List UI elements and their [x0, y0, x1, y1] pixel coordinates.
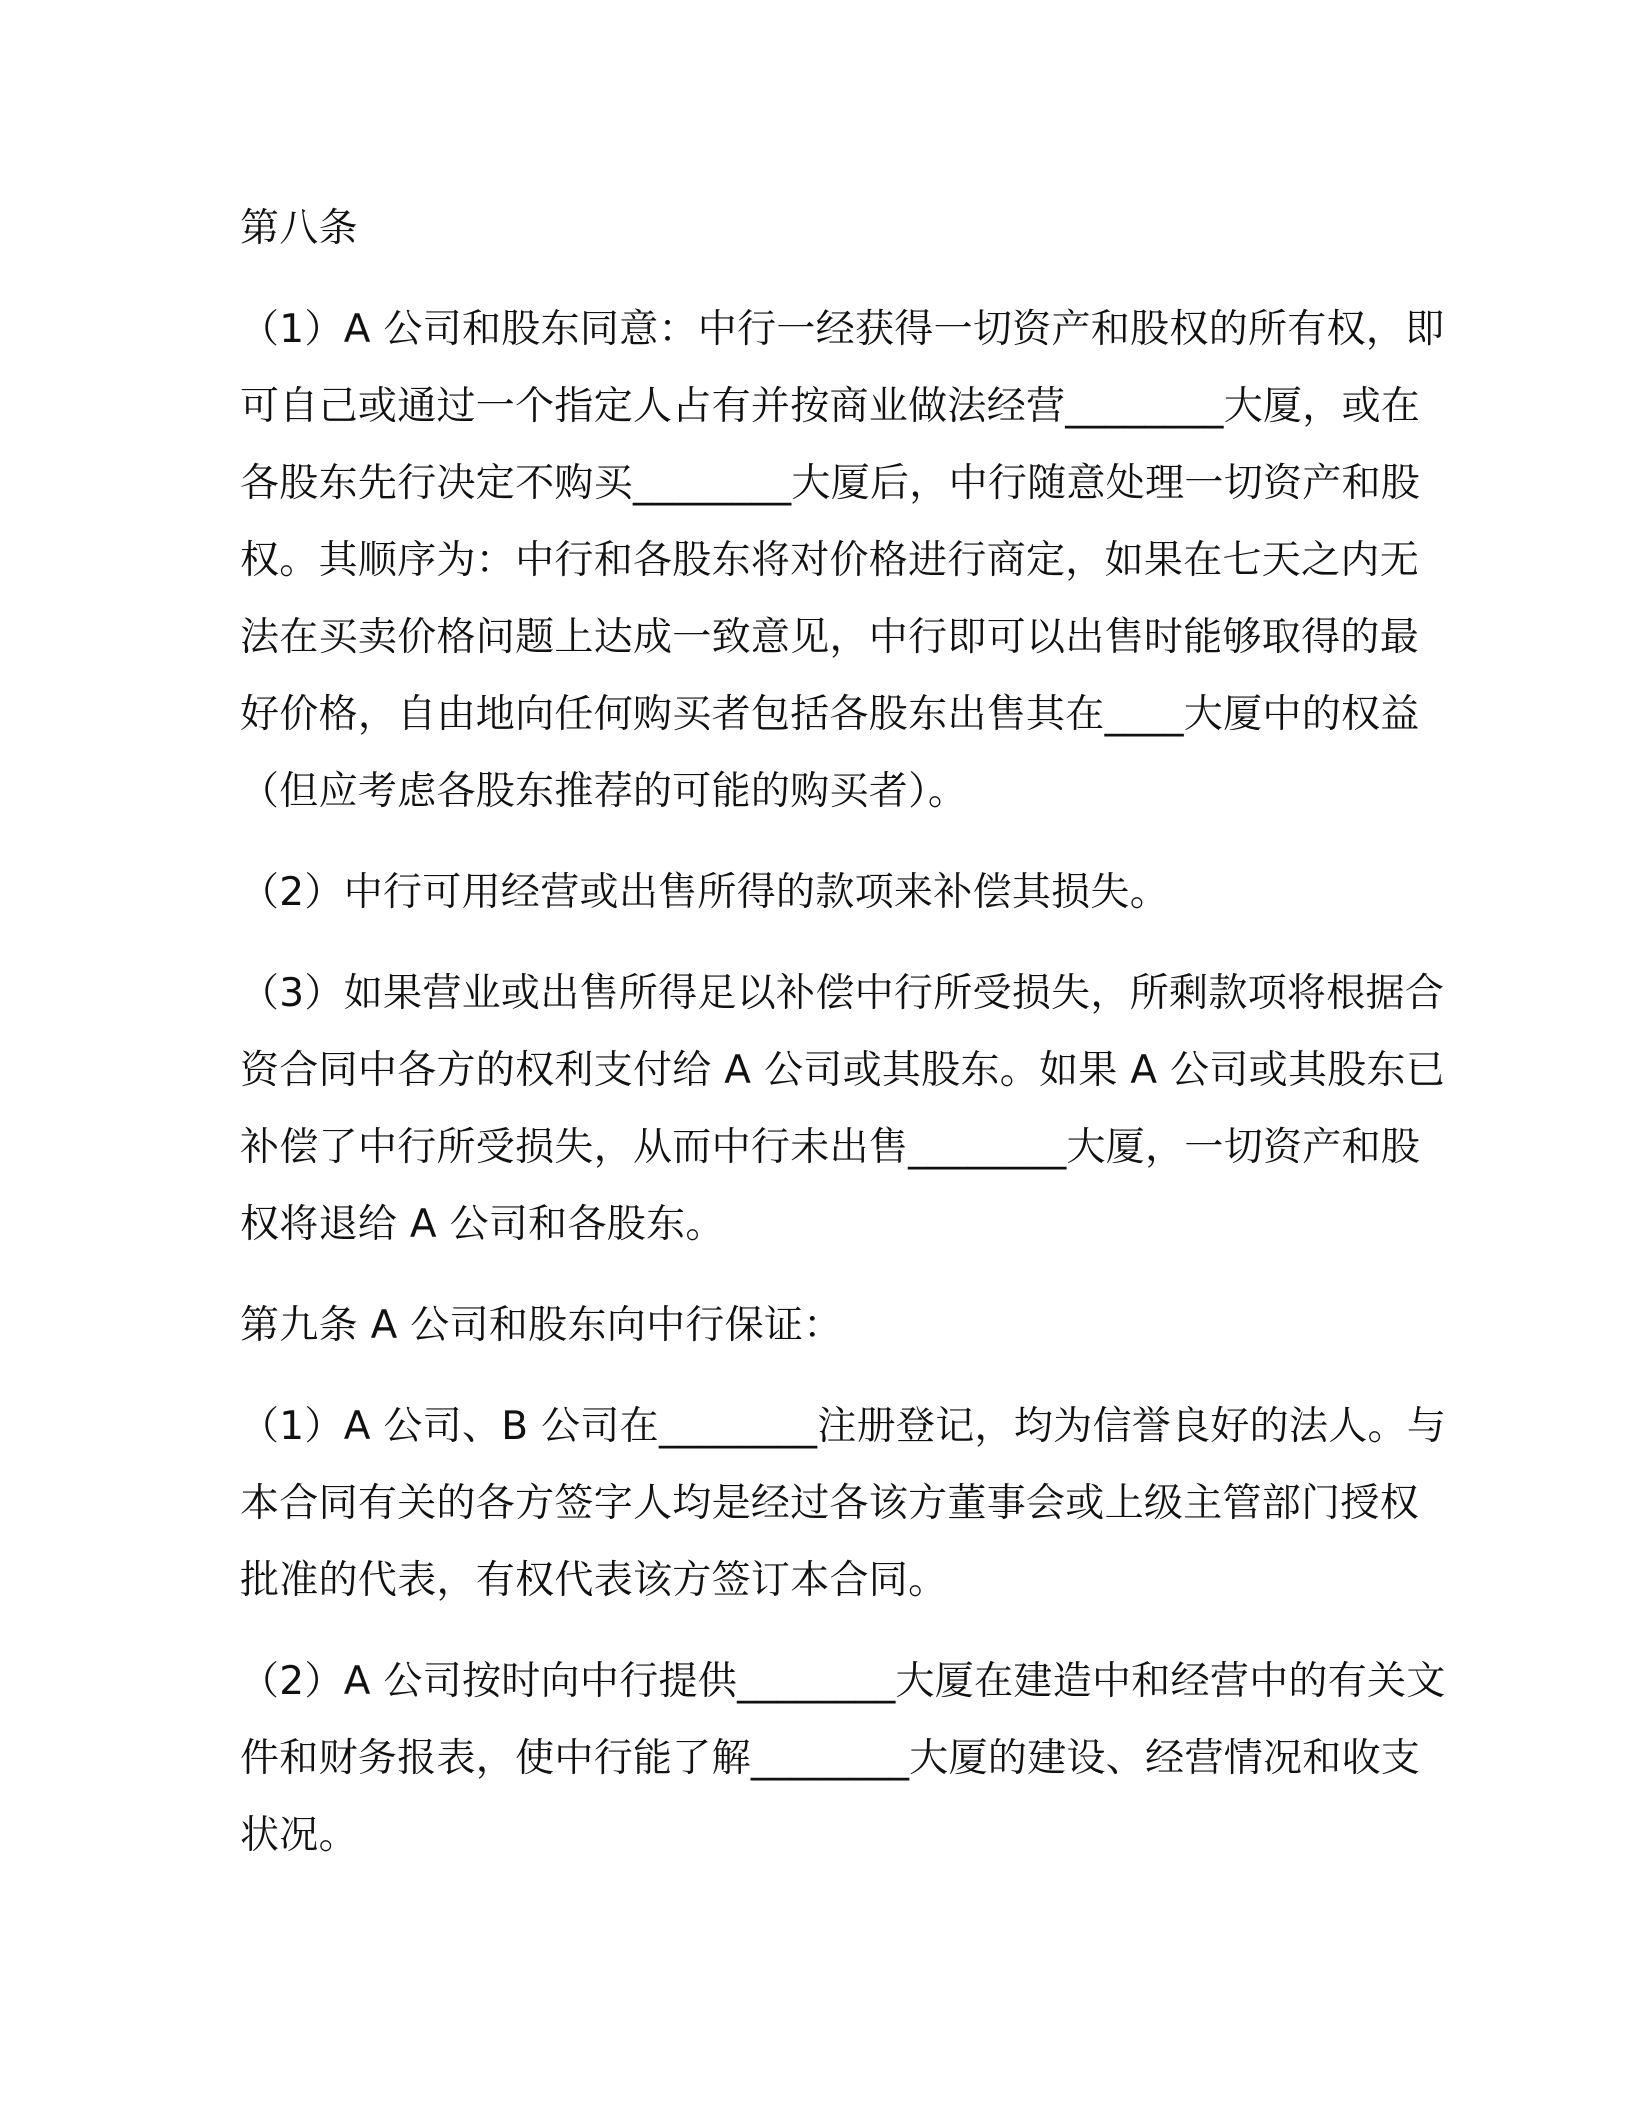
- article-8-clause-2: （2）中行可用经营或出售所得的款项来补偿其损失。: [240, 870, 1170, 915]
- text-line: 补偿了中行所受损失，从而中行未出售________大厦，一切资产和股: [240, 1125, 1421, 1170]
- text-line: 批准的代表，有权代表该方签订本合同。: [240, 1558, 948, 1603]
- text-line: 状况。: [240, 1813, 358, 1858]
- text-line: （1）A 公司和股东同意：中行一经获得一切资产和股权的所有权，即: [240, 307, 1445, 352]
- text-line: 各股东先行决定不购买________大厦后，中行随意处理一切资产和股: [240, 461, 1421, 506]
- text-line: （3）如果营业或出售所得足以补偿中行所受损失，所剩款项将根据合: [240, 971, 1445, 1016]
- document-body: [240, 190, 1447, 1874]
- article-9-clause-1: [240, 1388, 1447, 1619]
- text-line: （但应考虑各股东推荐的可能的购买者）。: [240, 769, 968, 814]
- article-8-heading: 第八条: [240, 206, 358, 251]
- text-line: 本合同有关的各方签字人均是经过各该方董事会或上级主管部门授权: [240, 1481, 1420, 1526]
- text-line: （2）A 公司按时向中行提供________大厦在建造中和经营中的有关文: [240, 1659, 1446, 1704]
- article-9-clause-2: [240, 1643, 1446, 1874]
- text-line: 权将退给 A 公司和各股东。: [240, 1202, 725, 1247]
- text-line: 好价格，自由地向任何购买者包括各股东出售其在____大厦中的权益: [240, 692, 1420, 737]
- text-line: 权。其顺序为：中行和各股东将对价格进行商定，如果在七天之内无: [240, 538, 1420, 583]
- text-line: 件和财务报表，使中行能了解________大厦的建设、经营情况和收支: [240, 1736, 1421, 1781]
- text-line: （1）A 公司、B 公司在________注册登记，均为信誉良好的法人。与: [240, 1404, 1447, 1449]
- text-line: 资合同中各方的权利支付给 A 公司或其股东。如果 A 公司或其股东已: [240, 1048, 1446, 1093]
- article-8-clause-1: [240, 291, 1445, 830]
- article-8-clause-3: [240, 955, 1446, 1263]
- article-9-heading: 第九条 A 公司和股东向中行保证：: [240, 1303, 843, 1348]
- text-line: 可自己或通过一个指定人占有并按商业做法经营________大厦，或在: [240, 384, 1421, 429]
- text-line: 法在买卖价格问题上达成一致意见，中行即可以出售时能够取得的最: [240, 615, 1420, 660]
